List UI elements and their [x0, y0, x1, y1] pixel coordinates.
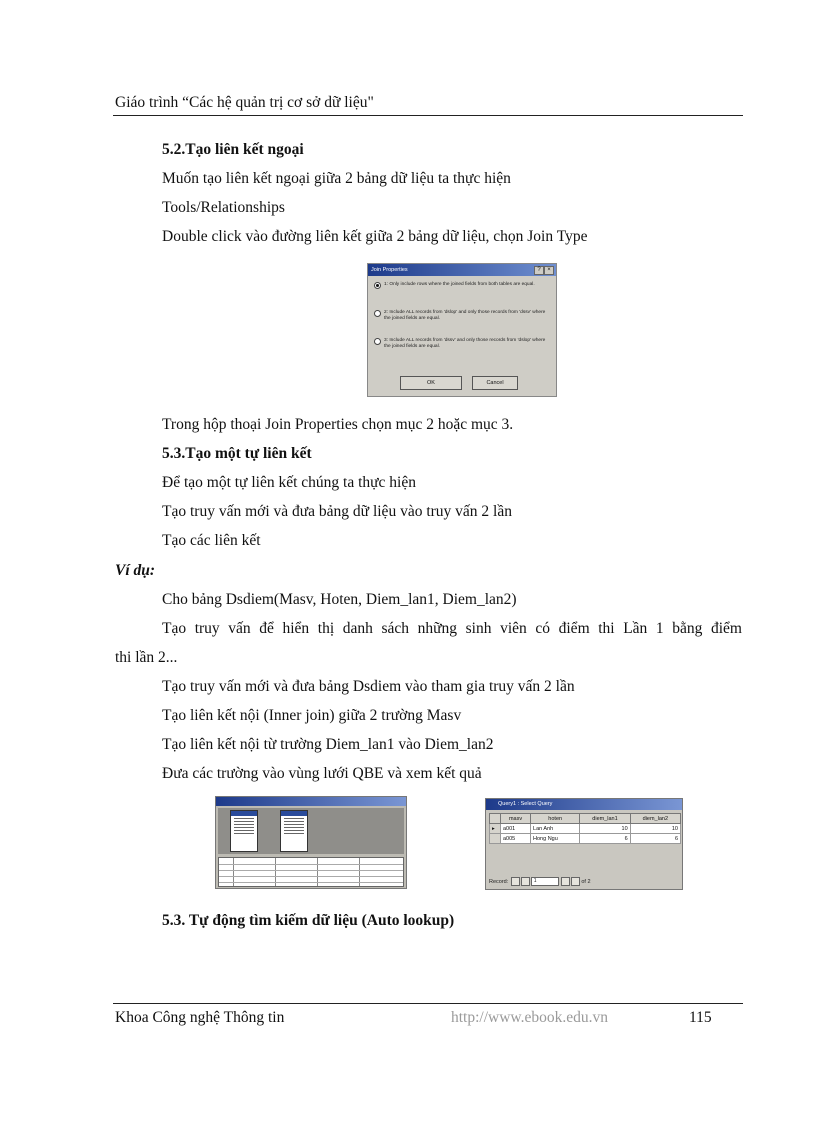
table-box-icon [230, 810, 258, 852]
record-pointer-icon: ▸ [490, 824, 501, 834]
cell: a001 [501, 824, 531, 834]
column-header: masv [501, 814, 531, 824]
query-result-image [485, 798, 683, 890]
next-record-icon [561, 877, 570, 886]
footer-department: Khoa Công nghệ Thông tin [115, 1009, 285, 1026]
footer-url: http://www.ebook.edu.vn [451, 1009, 608, 1026]
last-record-icon [571, 877, 580, 886]
join-option-1-label: 1: Only include rows where the joined fields from both tables are equal. [384, 282, 535, 287]
radio-icon [374, 338, 381, 345]
column-header: diem_lan1 [580, 814, 630, 824]
section-5-3-heading: 5.3.Tạo một tự liên kết [162, 445, 312, 462]
join-option-2-label: 2: Include ALL records from 'dslop' and only those records from 'dssv' where the joined fields are equal. [384, 310, 546, 321]
table-box-icon [280, 810, 308, 852]
prev-record-icon [521, 877, 530, 886]
section-5-3-autolookup-heading: 5.3. Tự động tìm kiếm dữ liệu (Auto lookup) [162, 912, 455, 929]
join-option-3 [374, 338, 554, 350]
paragraph: Muốn tạo liên kết ngoại giữa 2 bảng dữ liệu ta thực hiện [162, 170, 511, 187]
paragraph: Tạo các liên kết [162, 532, 261, 549]
paragraph-continuation: thi lần 2... [115, 649, 178, 666]
join-properties-dialog-image [367, 263, 557, 397]
radio-icon [374, 310, 381, 317]
record-total: of 2 [581, 878, 591, 885]
design-titlebar [216, 797, 406, 806]
result-table [489, 813, 681, 844]
cell: 10 [630, 824, 680, 834]
join-option-3-label: 3: Include ALL records from 'dssv' and only those records from 'dslop' where the joined fields are equal. [384, 338, 546, 349]
paragraph: Double click vào đường liên kết giữa 2 bảng dữ liệu, chọn Join Type [162, 228, 588, 245]
ok-button: OK [400, 376, 462, 390]
paragraph: Tạo truy vấn mới và đưa bảng Dsdiem vào tham gia truy vấn 2 lần [162, 678, 575, 695]
join-option-1 [374, 282, 554, 289]
paragraph: Cho bảng Dsdiem(Masv, Hoten, Diem_lan1, Diem_lan2) [162, 591, 517, 608]
paragraph: Tools/Relationships [162, 199, 285, 216]
record-number: 1 [531, 877, 559, 886]
record-navigator [489, 877, 591, 886]
help-icon: ? [534, 266, 544, 275]
paragraph: Tạo liên kết nội (Inner join) giữa 2 trường Masv [162, 707, 462, 724]
cell: 6 [580, 834, 630, 844]
first-record-icon [511, 877, 520, 886]
dialog-titlebar [368, 264, 556, 276]
section-5-2-heading: 5.2.Tạo liên kết ngoại [162, 141, 304, 158]
paragraph: Tạo truy vấn mới và đưa bảng dữ liệu vào truy vấn 2 lần [162, 503, 512, 520]
paragraph: Tạo liên kết nội từ trường Diem_lan1 vào Diem_lan2 [162, 736, 494, 753]
cell: a005 [501, 834, 531, 844]
column-header: diem_lan2 [630, 814, 680, 824]
radio-selected-icon [374, 282, 381, 289]
table-row [490, 834, 681, 844]
cell: Hong Ngu [531, 834, 580, 844]
query-design-image [215, 796, 407, 889]
page-number: 115 [689, 1009, 712, 1026]
join-option-2 [374, 310, 554, 322]
example-label: Ví dụ: [115, 562, 156, 579]
paragraph: Tạo truy vấn để hiển thị danh sách những sinh viên có điểm thi Lần 1 bằng điểm [162, 620, 742, 637]
header-rule [113, 115, 743, 116]
qbe-grid [218, 857, 404, 887]
cell: 10 [580, 824, 630, 834]
record-label: Record: [489, 878, 509, 885]
cell: Lan Anh [531, 824, 580, 834]
cancel-button: Cancel [472, 376, 518, 390]
column-header: hoten [531, 814, 580, 824]
table-row [490, 824, 681, 834]
design-table-area [218, 808, 404, 854]
cell: 6 [630, 834, 680, 844]
close-icon: × [544, 266, 554, 275]
result-title: Query1 : Select Query [486, 799, 682, 810]
paragraph: Để tạo một tự liên kết chúng ta thực hiện [162, 474, 416, 491]
paragraph: Đưa các trường vào vùng lưới QBE và xem kết quả [162, 765, 482, 782]
dialog-title: Join Properties [371, 267, 408, 273]
running-header: Giáo trình “Các hệ quản trị cơ sở dữ liệu" [115, 94, 374, 111]
paragraph: Trong hộp thoại Join Properties chọn mục 2 hoặc mục 3. [162, 416, 514, 433]
footer-rule [113, 1003, 743, 1004]
